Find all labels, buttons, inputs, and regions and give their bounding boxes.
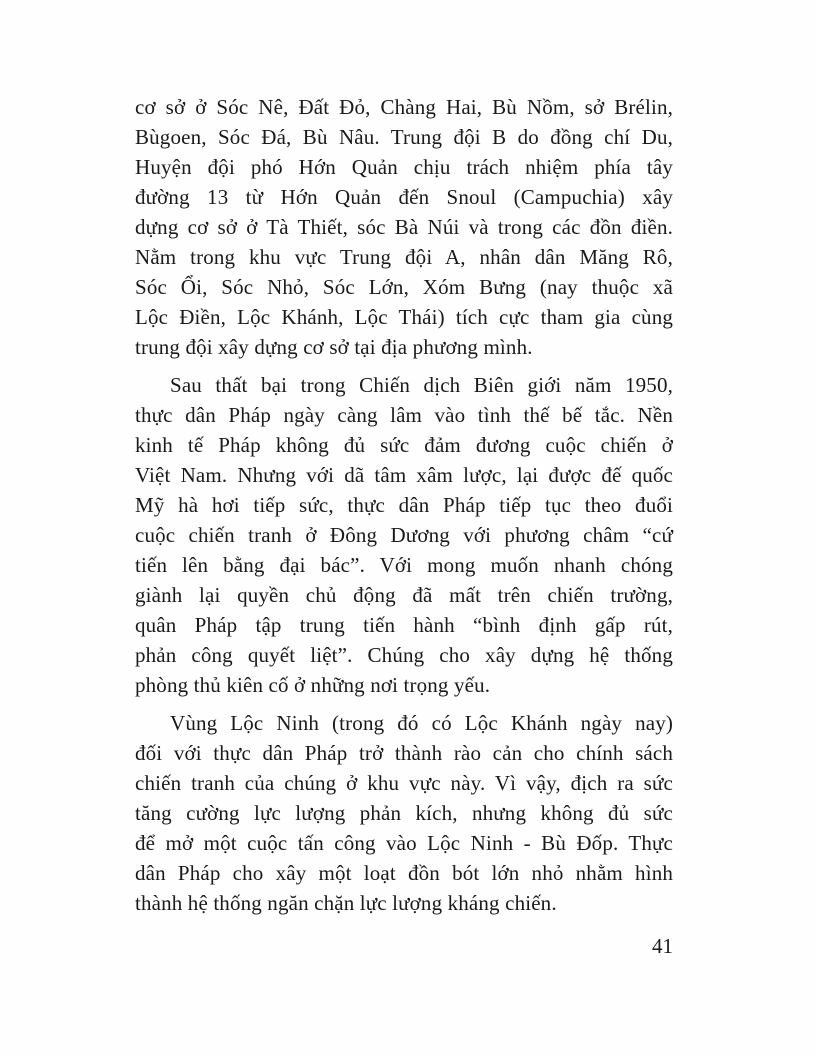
text-line: cuộc chiến tranh ở Đông Dương với phương châm “cứ xyxy=(135,523,673,547)
text-line: phản công quyết liệt”. Chúng cho xây dựng hệ thống xyxy=(135,643,673,667)
page-number: 41 xyxy=(652,934,673,958)
text-line: tiến lên bằng đại bác”. Với mong muốn nhanh chóng xyxy=(135,553,673,577)
text-line: Huyện đội phó Hớn Quản chịu trách nhiệm phía tây xyxy=(135,155,673,179)
text-line: trung đội xây dựng cơ sở tại địa phương mình. xyxy=(135,335,533,359)
text-line: đối với thực dân Pháp trở thành rào cản cho chính sách xyxy=(135,741,673,765)
text-line: Vùng Lộc Ninh (trong đó có Lộc Khánh ngày nay) xyxy=(170,711,673,735)
text-line: Sóc Ổi, Sóc Nhỏ, Sóc Lớn, Xóm Bưng (nay thuộc xã xyxy=(135,275,673,299)
text-line: Bùgoen, Sóc Đá, Bù Nâu. Trung đội B do đồng chí Du, xyxy=(135,125,673,149)
text-line: kinh tế Pháp không đủ sức đảm đương cuộc chiến ở xyxy=(135,433,673,457)
text-line: Mỹ hà hơi tiếp sức, thực dân Pháp tiếp tục theo đuổi xyxy=(135,493,673,517)
text-line: đường 13 từ Hớn Quản đến Snoul (Campuchia) xây xyxy=(135,185,673,209)
text-line: thành hệ thống ngăn chặn lực lượng kháng chiến. xyxy=(135,891,557,915)
text-line: dựng cơ sở ở Tà Thiết, sóc Bà Núi và trong các đồn điền. xyxy=(135,215,673,239)
text-line: để mở một cuộc tấn công vào Lộc Ninh - Bù Đốp. Thực xyxy=(135,831,673,855)
text-line: thực dân Pháp ngày càng lâm vào tình thế bế tắc. Nền xyxy=(135,403,673,427)
text-line: Nằm trong khu vực Trung đội A, nhân dân Măng Rô, xyxy=(135,245,673,269)
text-line: Sau thất bại trong Chiến dịch Biên giới năm 1950, xyxy=(170,373,673,397)
paragraph-1 xyxy=(135,92,673,362)
text-line: chiến tranh của chúng ở khu vực này. Vì vậy, địch ra sức xyxy=(135,771,673,795)
text-line: dân Pháp cho xây một loạt đồn bót lớn nhỏ nhằm hình xyxy=(135,861,673,885)
text-line: quân Pháp tập trung tiến hành “bình định gấp rút, xyxy=(135,613,673,637)
paragraph-2 xyxy=(135,370,673,700)
text-line: Việt Nam. Nhưng với dã tâm xâm lược, lại được đế quốc xyxy=(135,463,673,487)
text-line: phòng thủ kiên cố ở những nơi trọng yếu. xyxy=(135,673,491,697)
text-line: cơ sở ở Sóc Nê, Đất Đỏ, Chàng Hai, Bù Nồm, sở Brélin, xyxy=(135,95,673,119)
text-line: giành lại quyền chủ động đã mất trên chiến trường, xyxy=(135,583,673,607)
body-text xyxy=(135,92,673,926)
text-line: Lộc Điền, Lộc Khánh, Lộc Thái) tích cực tham gia cùng xyxy=(135,305,673,329)
paragraph-3 xyxy=(135,708,673,918)
text-line: tăng cường lực lượng phản kích, nhưng không đủ sức xyxy=(135,801,673,825)
